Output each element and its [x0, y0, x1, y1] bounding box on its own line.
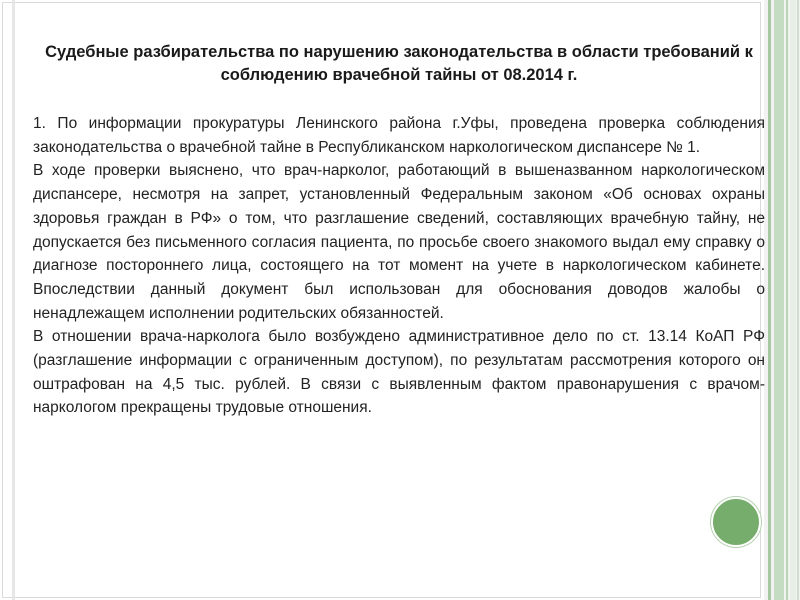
paragraph-2: В ходе проверки выяснено, что врач-нарколог, работающий в вышеназванном наркологическом диспансере, несмотря на запрет, установленный Федеральным законом «Об основах охраны здоровья граждан в РФ» о том, что разглашение сведений, составляющих врачебную тайну, не допускается без письменного согласия пациента, по просьбе своего знакомого выдал ему справку о диагнозе постороннего лица, состоящего на тот момент на учете в наркологическом кабинете. Впоследствии данный документ был использован для обоснования доводов жалобы о ненадлежащем исполнении родительских обязанностей.	[33, 162, 765, 322]
right-frame-stripe	[774, 0, 784, 600]
right-frame-stripe	[797, 0, 799, 600]
paragraph-3: В отношении врача-нарколога было возбуждено административное дело по ст. 13.14 КоАП РФ (разглашение информации с ограниченным доступом), по результатам рассмотрения которого он оштрафован на 4,5 тыс. рублей. В связи с выявленным фактом правонарушения с врачом-наркологом прекращены трудовые отношения.	[33, 328, 765, 417]
right-frame-stripe	[786, 0, 788, 600]
decorative-circle	[711, 497, 761, 547]
right-frame-stripe	[768, 0, 771, 600]
slide-title: Судебные разбирательства по нарушению законодательства в области требований к соблюдению врачебной тайны от 08.2014 г.	[45, 43, 753, 84]
right-frame-stripe	[790, 0, 796, 600]
slide-body	[33, 112, 765, 420]
paragraph-1: 1. По информации прокуратуры Ленинского района г.Уфы, проведена проверка соблюдения законодательства о врачебной тайне в Республиканском наркологическом диспансере № 1.	[33, 115, 765, 156]
left-frame-line	[12, 0, 15, 600]
